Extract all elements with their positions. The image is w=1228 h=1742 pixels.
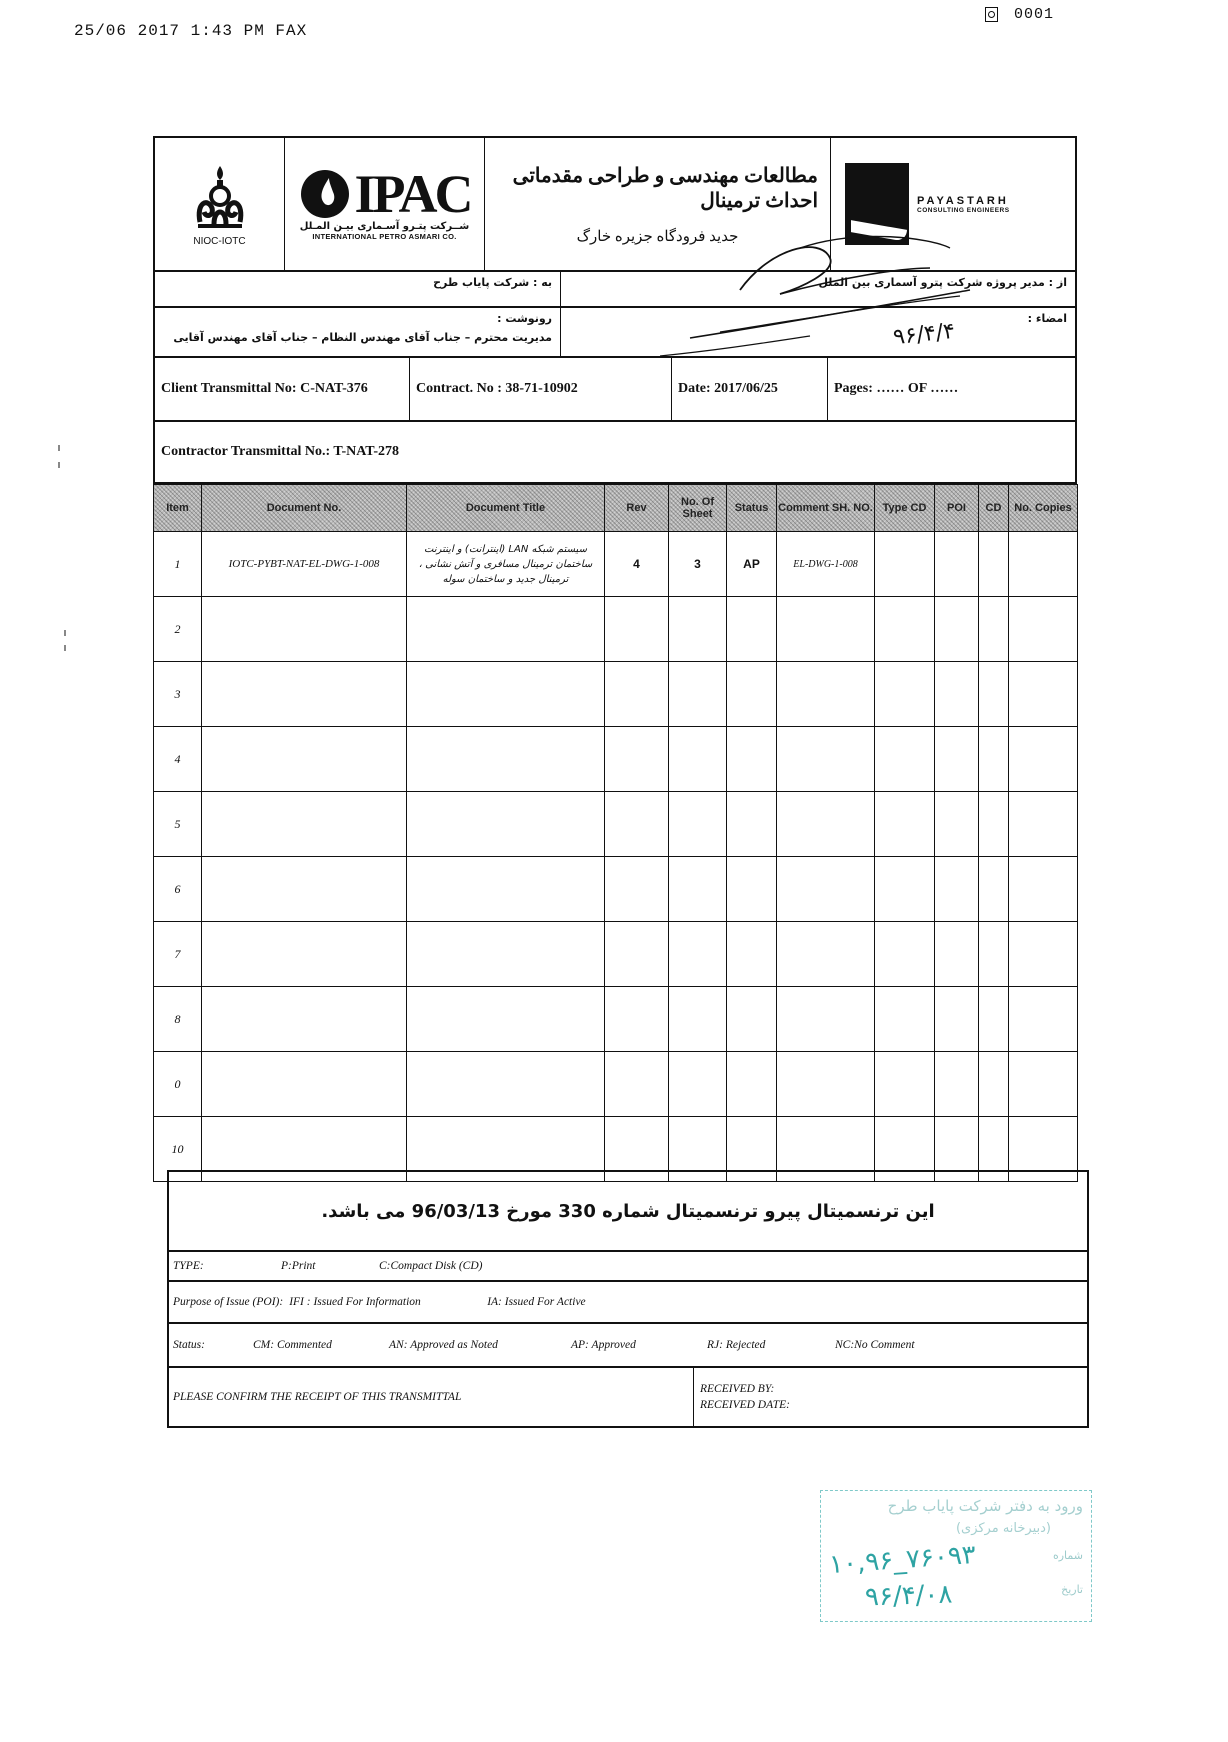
received-date-label: RECEIVED DATE: <box>700 1399 790 1411</box>
status-nc: NC:No Comment <box>835 1339 915 1351</box>
cell-comment <box>777 727 875 792</box>
cell-item: 6 <box>154 857 202 922</box>
project-title-line-1: مطالعات مهندسی و طراحی مقدماتی احداث ترمینال <box>512 164 818 212</box>
cell-item: 2 <box>154 597 202 662</box>
cell-poi <box>935 727 979 792</box>
table-header-row <box>154 485 1078 532</box>
cell-doc-no <box>202 987 407 1052</box>
cell-type <box>875 922 935 987</box>
cell-poi <box>935 792 979 857</box>
status-cm: CM: Commented <box>253 1339 332 1351</box>
cell-poi <box>935 662 979 727</box>
fax-page-number: 0001 <box>1014 6 1055 23</box>
cc-label: رونوشت : <box>497 312 552 325</box>
col-header-type-cd: Type CD <box>875 485 935 532</box>
type-print: P:Print <box>281 1260 316 1272</box>
from-sender: از : مدیر پروژه شرکت پترو آسماری بین الملل <box>818 276 1067 289</box>
cell-sheets <box>669 1052 727 1117</box>
stamp-number-value: ۱۰,۹۶_۷۶۰۹۳ <box>828 1539 977 1581</box>
contractor-transmittal-row <box>153 422 1077 484</box>
payastarh-subtitle: CONSULTING ENGINEERS <box>917 206 1010 214</box>
cell-status <box>727 662 777 727</box>
cell-copies <box>1009 857 1078 922</box>
cell-type <box>875 597 935 662</box>
cell-item: 1 <box>154 532 202 597</box>
nioc-flame-emblem-icon <box>190 162 250 232</box>
col-header-document-title: Document Title <box>407 485 605 532</box>
cell-item: 5 <box>154 792 202 857</box>
col-header-rev: Rev <box>605 485 669 532</box>
status-an: AN: Approved as Noted <box>389 1339 498 1351</box>
table-row <box>154 1052 1078 1117</box>
status-ap: AP: Approved <box>571 1339 636 1351</box>
transmittal-date: Date: 2017/06/25 <box>672 358 828 420</box>
cell-sheets <box>669 922 727 987</box>
documents-table-body <box>154 532 1078 1182</box>
cell-doc-no <box>202 597 407 662</box>
cell-comment: EL-DWG-1-008 <box>777 532 875 597</box>
cell-doc-no: IOTC-PYBT-NAT-EL-DWG-1-008 <box>202 532 407 597</box>
table-row <box>154 857 1078 922</box>
cell-title <box>407 662 605 727</box>
cell-status <box>727 727 777 792</box>
cell-poi <box>935 532 979 597</box>
poi-ifi: IFI : Issued For Information <box>289 1296 421 1308</box>
status-label: Status: <box>173 1339 205 1351</box>
fax-header-timestamp: 25/06 2017 1:43 PM FAX <box>74 22 308 40</box>
cell-title: سیستم شبکه LAN (اینترانت) و اینترنت ساختمان ترمینال مسافری و آتش نشانی ، ترمینال جدید و ساختمان سوله <box>407 532 605 597</box>
cell-title <box>407 727 605 792</box>
transmittal-form <box>153 136 1077 1182</box>
cell-rev <box>605 857 669 922</box>
cell-item: 7 <box>154 922 202 987</box>
table-row <box>154 792 1078 857</box>
cell-rev <box>605 792 669 857</box>
signature-date: ۹۶/۴/۴ <box>891 318 957 351</box>
cell-copies <box>1009 1052 1078 1117</box>
cell-comment <box>777 922 875 987</box>
cell-comment <box>777 1052 875 1117</box>
project-title <box>485 138 831 270</box>
cc-recipients: مدیریت محترم – جناب آقای مهندس النظام – جناب آقای مهندس آقایی <box>173 331 552 344</box>
header-logo-row <box>153 136 1077 272</box>
cell-rev <box>605 727 669 792</box>
cell-status <box>727 1052 777 1117</box>
cell-comment <box>777 662 875 727</box>
cell-copies <box>1009 597 1078 662</box>
payastarh-logo <box>831 138 1075 270</box>
cell-title <box>407 857 605 922</box>
col-header-document-no: Document No. <box>202 485 407 532</box>
scan-mark <box>64 645 66 651</box>
cell-cd <box>979 857 1009 922</box>
type-compact-disk: C:Compact Disk (CD) <box>379 1260 483 1272</box>
cell-rev <box>605 1052 669 1117</box>
poi-legend-row <box>169 1282 1087 1324</box>
stamp-number-label: شماره <box>1052 1549 1083 1562</box>
cell-doc-no <box>202 857 407 922</box>
pages-count: Pages: …… OF …… <box>834 381 959 396</box>
payastarh-emblem-icon <box>845 163 909 245</box>
col-header-poi: POI <box>935 485 979 532</box>
cell-status <box>727 597 777 662</box>
cell-copies <box>1009 727 1078 792</box>
received-by-label: RECEIVED BY: <box>700 1383 775 1395</box>
to-recipient: به : شرکت پایاب طرح <box>433 276 552 289</box>
to-field <box>155 272 561 306</box>
table-row <box>154 987 1078 1052</box>
status-legend-row <box>169 1324 1087 1368</box>
cell-doc-no <box>202 1052 407 1117</box>
cell-type <box>875 727 935 792</box>
col-header-status: Status <box>727 485 777 532</box>
cell-rev <box>605 922 669 987</box>
cell-cd <box>979 922 1009 987</box>
cell-doc-no <box>202 792 407 857</box>
scan-mark <box>58 462 60 468</box>
cell-cd <box>979 792 1009 857</box>
cell-copies <box>1009 662 1078 727</box>
nioc-logo <box>155 138 285 270</box>
cell-item: 4 <box>154 727 202 792</box>
status-rj: RJ: Rejected <box>707 1339 766 1351</box>
cell-sheets <box>669 727 727 792</box>
cell-sheets <box>669 857 727 922</box>
table-row <box>154 597 1078 662</box>
project-title-line-2: جدید فرودگاه جزیره خارگ <box>576 228 739 245</box>
fax-checkbox-icon <box>985 7 998 22</box>
cell-item: 0 <box>154 1052 202 1117</box>
cell-cd <box>979 1052 1009 1117</box>
contract-no: Contract. No : 38-71-10902 <box>410 358 672 420</box>
type-label: TYPE: <box>173 1260 204 1272</box>
cell-sheets <box>669 597 727 662</box>
cell-type <box>875 662 935 727</box>
stamp-title: ورود به دفتر شرکت پایاب طرح <box>887 1497 1083 1515</box>
payastarh-name: PAYASTARH <box>917 194 1009 207</box>
cell-title <box>407 597 605 662</box>
cc-field <box>155 308 561 356</box>
poi-ia: IA: Issued For Active <box>487 1296 586 1308</box>
cell-status: AP <box>727 532 777 597</box>
ipac-logo <box>285 138 485 270</box>
cell-poi <box>935 987 979 1052</box>
cell-status <box>727 792 777 857</box>
poi-label: Purpose of Issue (POI): <box>173 1296 284 1308</box>
ipac-persian-name: شــركت پتـرو آسـماری بيـن المـلل <box>299 221 470 232</box>
cell-rev <box>605 662 669 727</box>
cell-comment <box>777 792 875 857</box>
scan-mark <box>58 445 60 451</box>
ipac-wordmark: IPAC <box>354 164 471 224</box>
cell-status <box>727 857 777 922</box>
table-row <box>154 662 1078 727</box>
cell-rev <box>605 597 669 662</box>
cell-status <box>727 922 777 987</box>
cell-title <box>407 792 605 857</box>
cell-rev <box>605 987 669 1052</box>
cell-sheets <box>669 662 727 727</box>
cell-sheets: 3 <box>669 532 727 597</box>
col-header-no-of-sheet: No. Of Sheet <box>669 485 727 532</box>
cell-type <box>875 1052 935 1117</box>
cell-type <box>875 792 935 857</box>
receipt-stamp <box>820 1490 1092 1622</box>
fax-page-indicator <box>985 6 1054 23</box>
table-row <box>154 727 1078 792</box>
received-fields <box>694 1381 1087 1413</box>
cell-poi <box>935 857 979 922</box>
stamp-date-label: تاریخ <box>1061 1583 1083 1596</box>
col-header-cd: CD <box>979 485 1009 532</box>
from-field <box>561 272 1075 306</box>
cell-cd <box>979 987 1009 1052</box>
cell-item: 3 <box>154 662 202 727</box>
client-transmittal-no: Client Transmittal No: C-NAT-376 <box>155 358 410 420</box>
cell-title <box>407 1052 605 1117</box>
cell-title <box>407 987 605 1052</box>
cell-cd <box>979 597 1009 662</box>
nioc-label: NIOC-IOTC <box>193 235 246 247</box>
cell-sheets <box>669 987 727 1052</box>
contractor-transmittal-no: Contractor Transmittal No.: T-NAT-278 <box>161 444 399 459</box>
cell-status <box>727 987 777 1052</box>
cell-type <box>875 857 935 922</box>
ipac-drop-emblem-icon <box>299 168 351 220</box>
signature-field <box>561 308 1075 356</box>
cell-copies <box>1009 922 1078 987</box>
ipac-english-name: INTERNATIONAL PETRO ASMARI CO. <box>312 232 457 241</box>
cc-signature-row <box>153 308 1077 358</box>
cell-title <box>407 922 605 987</box>
table-row <box>154 922 1078 987</box>
to-from-row <box>153 272 1077 308</box>
cell-comment <box>777 857 875 922</box>
col-header-no-copies: No. Copies <box>1009 485 1078 532</box>
cell-poi <box>935 1052 979 1117</box>
cell-cd <box>979 662 1009 727</box>
cell-copies <box>1009 792 1078 857</box>
cell-cd <box>979 727 1009 792</box>
stamp-subtitle: (دبیرخانه مرکزی) <box>955 1521 1051 1536</box>
type-legend-row <box>169 1252 1087 1282</box>
scan-mark <box>64 630 66 636</box>
cell-rev: 4 <box>605 532 669 597</box>
cell-poi <box>935 597 979 662</box>
cell-cd <box>979 532 1009 597</box>
follow-up-note: این ترنسمیتال پیرو ترنسمیتال شماره 330 مورخ 96/03/13 می باشد. <box>169 1172 1087 1252</box>
cell-sheets <box>669 792 727 857</box>
cell-item: 8 <box>154 987 202 1052</box>
confirm-receipt-row <box>169 1368 1087 1426</box>
legend-box <box>167 1170 1089 1428</box>
cell-comment <box>777 597 875 662</box>
col-header-item: Item <box>154 485 202 532</box>
cell-comment <box>777 987 875 1052</box>
transmittal-info-row <box>153 358 1077 422</box>
cell-doc-no <box>202 662 407 727</box>
cell-item: 10 <box>154 1117 202 1182</box>
cell-copies <box>1009 532 1078 597</box>
cell-type <box>875 532 935 597</box>
cell-doc-no <box>202 922 407 987</box>
confirm-receipt-text: PLEASE CONFIRM THE RECEIPT OF THIS TRANSMITTAL <box>169 1368 694 1426</box>
signature-label: امضاء : <box>1027 312 1067 325</box>
stamp-date-value: ۹۶/۴/۰۸ <box>864 1579 953 1613</box>
cell-copies <box>1009 987 1078 1052</box>
col-header-comment-sh-no: Comment SH. NO. <box>777 485 875 532</box>
cell-type <box>875 987 935 1052</box>
cell-doc-no <box>202 727 407 792</box>
documents-table <box>153 484 1078 1182</box>
table-row <box>154 532 1078 597</box>
cell-poi <box>935 922 979 987</box>
